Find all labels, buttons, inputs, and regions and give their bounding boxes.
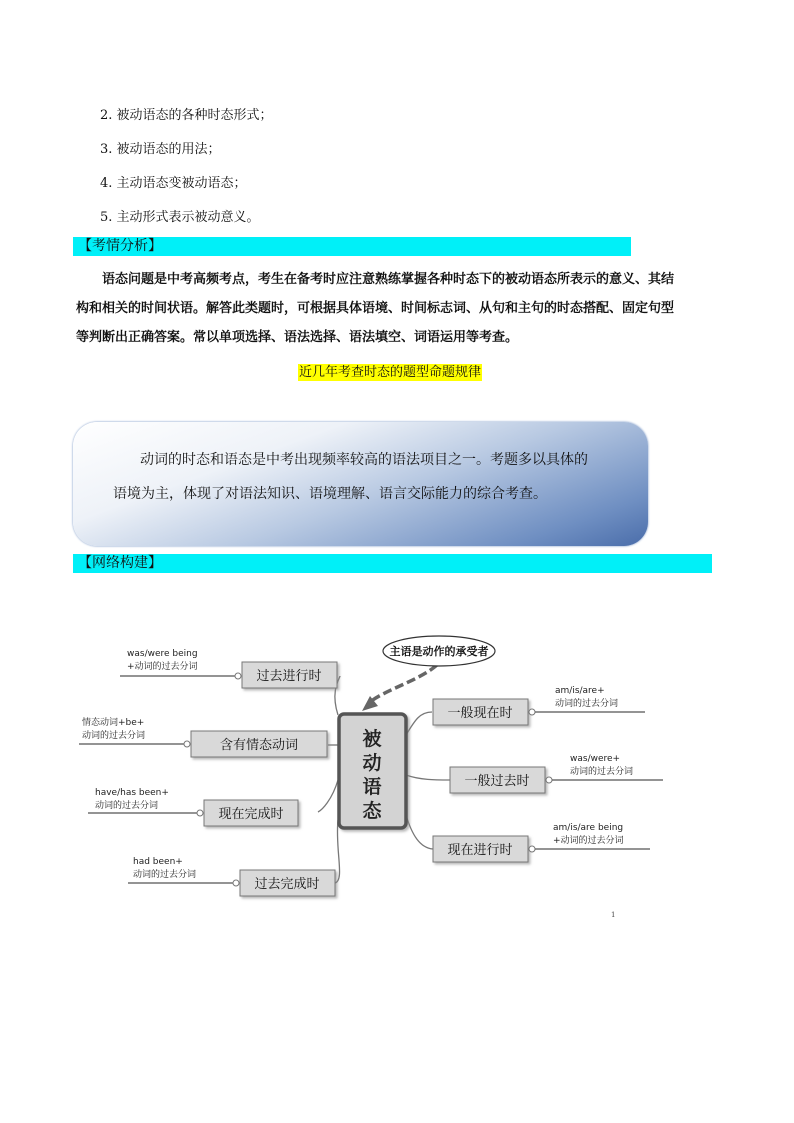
center-node	[339, 714, 406, 828]
node-note: 动词的过去分词	[570, 767, 634, 777]
node-note: had been+	[133, 857, 183, 867]
node-label: 过去完成时	[254, 877, 320, 892]
node-note: am/is/are+	[555, 686, 605, 696]
page-number: 1	[611, 911, 616, 919]
analysis-line: 构和相关的时间状语。解答此类题时，可根据具体语境、时间标志词、从句和主句的时态搭配、固定句型	[76, 301, 675, 316]
node-label: 一般现在时	[447, 706, 513, 721]
node-note: +动词的过去分词	[127, 662, 198, 672]
node-note: have/has been+	[95, 788, 169, 798]
list-item: 4. 主动语态变被动语态；	[100, 176, 247, 191]
node-note: 动词的过去分词	[82, 731, 146, 741]
list-item: 2. 被动语态的各种时态形式；	[100, 108, 273, 123]
section-title: 【网络构建】	[78, 555, 162, 571]
node-simple-present	[433, 686, 645, 725]
analysis-line: 等判断出正确答案。常以单项选择、语法选择、语法填空、词语运用等考查。	[76, 330, 519, 345]
section-title: 【考情分析】	[78, 238, 162, 254]
node-label: 含有情态动词	[219, 738, 299, 753]
node-note: 动词的过去分词	[95, 801, 159, 811]
node-note: was/were+	[570, 754, 621, 764]
node-label: 一般过去时	[464, 774, 530, 789]
node-note: 动词的过去分词	[555, 699, 619, 709]
bubble-text: 主语是动作的承受者	[389, 645, 489, 658]
center-char: 被	[362, 728, 382, 750]
node-simple-past	[450, 754, 663, 793]
summary-line: 语境为主，体现了对语法知识、语境理解、语言交际能力的综合考查。	[113, 486, 547, 502]
node-modal-verb	[79, 716, 327, 757]
node-note: was/were being	[127, 649, 198, 659]
center-char: 态	[362, 800, 382, 822]
node-note: +动词的过去分词	[553, 836, 624, 846]
list-item: 5. 主动形式表示被动意义。	[100, 210, 260, 225]
center-char: 语	[362, 776, 382, 798]
node-present-continuous	[433, 823, 650, 862]
node-label: 现在进行时	[447, 843, 513, 858]
node-note: 情态动词+be+	[82, 718, 145, 728]
analysis-line: 语态问题是中考高频考点，考生在备考时应注意熟练掌握各种时态下的被动语态所表示的意义、其结	[102, 272, 675, 287]
node-past-continuous	[120, 649, 337, 688]
node-past-perfect	[128, 857, 335, 896]
center-char: 动	[362, 752, 382, 774]
list-item: 3. 被动语态的用法；	[100, 142, 221, 157]
node-label: 过去进行时	[256, 669, 322, 684]
summary-line: 动词的时态和语态是中考出现频率较高的语法项目之一。考题多以具体的	[140, 452, 588, 468]
node-note: 动词的过去分词	[133, 870, 197, 880]
node-present-perfect	[88, 788, 298, 826]
node-note: am/is/are being	[553, 823, 624, 833]
node-label: 现在完成时	[218, 807, 284, 822]
callout-bubble	[383, 636, 495, 666]
highlight-subtitle: 近几年考查时态的题型命题规律	[299, 365, 482, 380]
